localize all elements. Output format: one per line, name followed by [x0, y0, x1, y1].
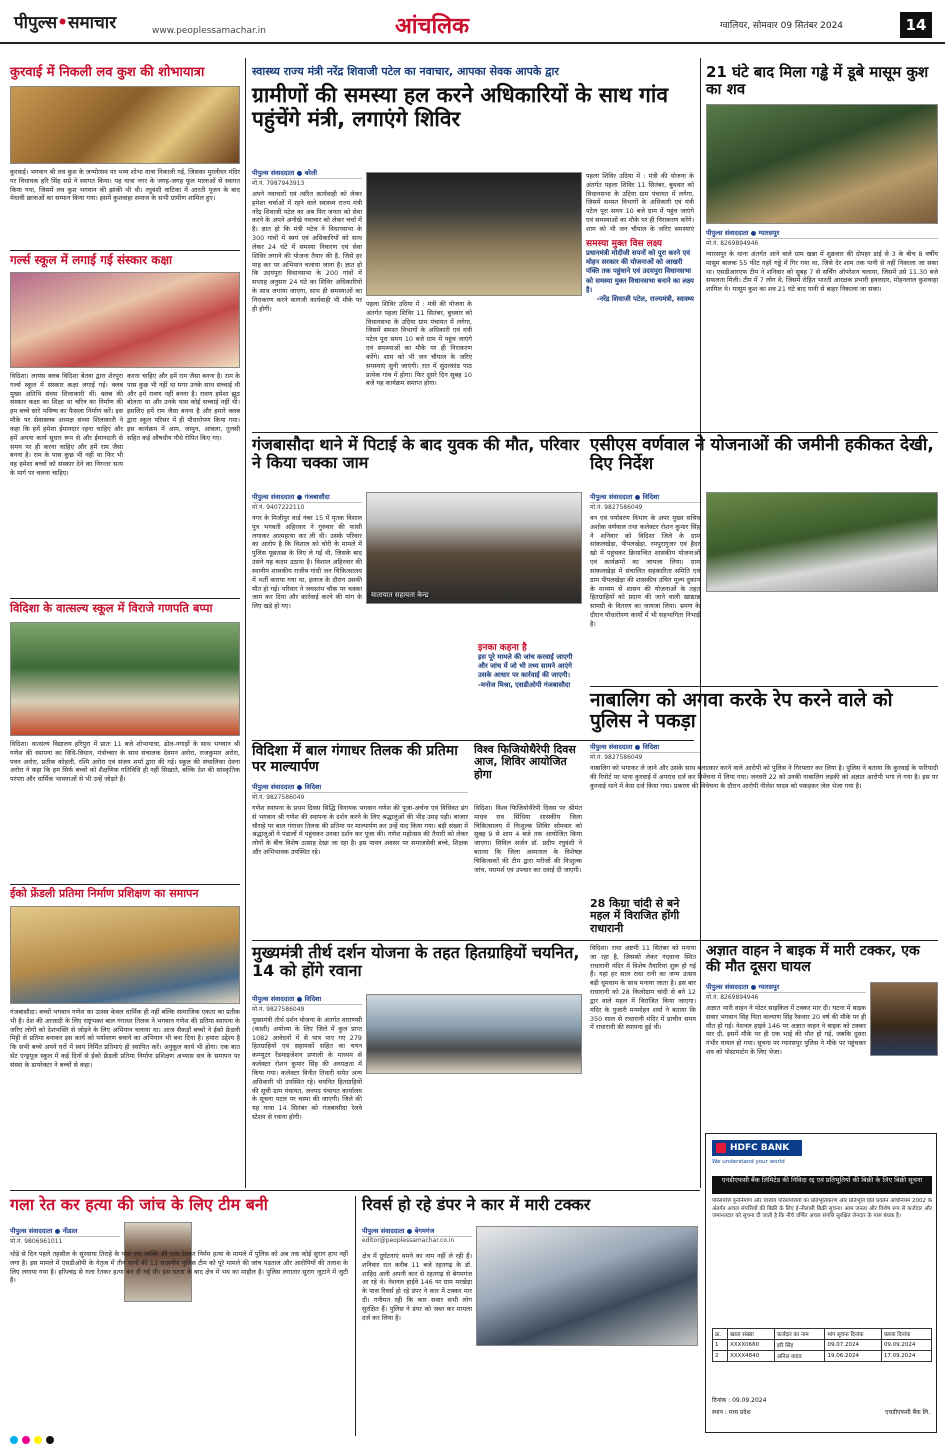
website-url: www.peoplessamachar.in [152, 26, 266, 36]
ad-title: एनडीएफसी बैंक लिमिटेड की निविदा रद्द एवं प्रतिभूतियों की बिक्री के लिए बिक्री सूचना [712, 1176, 932, 1194]
byline-block [10, 1226, 120, 1245]
print-mark-black [46, 1436, 54, 1444]
body-text: विदिशा। वात्सल्य विद्यालय हरिपुरा में प्रातः 11 बजे शोभायात्रा, ढोल-नगाड़ों के साथ भगवान श्री गणेश की स्थापना का विधि-विधान, मंत्रोच्चार के साथ संचालक देवमन अरोरा, राजकुमार अरोरा, पवन अरोरा, प्रतीक कोहली, रश्मि अरोरा एवं संजय शर्मा द्वारा की गई। स्कूल की संचालिका देवना अरोरा ने कहा कि हम सिर्फ बच्चों को शैक्षणिक गतिविधि ही नहीं सिखाते, बल्कि देश की सांस्कृतिक परंपरा और धार्मिक भावनाओं से भी उन्हें जोड़ते हैं। [10, 740, 240, 784]
headline: गला रेत कर हत्या की जांच के लिए टीम बनी [10, 1195, 268, 1214]
divider [586, 432, 938, 433]
print-mark-yellow [34, 1436, 42, 1444]
body-text: वन एवं पर्यावरण विभाग के अपर मुख्य सचिव अशोक वर्णवाल तथा कलेक्टर रोशन कुमार सिंह ने शनिवार को विदिशा जिले के ग्राम सांकलखेड़ा, पीपलखेड़ा, रमपुरागुजर एवं हैदर खो में पहुंचकर क्रियान्वित शासकीय योजनाओं एवं कार्यक्रमों का जायजा लिया। ग्राम सांकलखेड़ा में संचालित सहकारिता समिति एवं ग्राम पीपलखेड़ा की शासकीय उचित मूल्य दुकान के माध्यम से शासन की योजनाओं के तहत हितग्राहियों को प्रदाय की जाने वाली खाद्यान्न सामग्री के वितरण का जायजा लिया। भ्रमण के दौरान पौधारोपण कार्यों में भी सहभागिता निभाई है। [590, 514, 700, 628]
body-text: थोड़े से दिन पहले तहसील के सुरवाया तिराहे के पास एक व्यक्ति की गला रेतकर निर्मम हत्या के मामले में पुलिस को अब तक कोई सुराग हाथ नहीं लगा है। इस मामले में एसडीओपी के नेतृत्व में तीन थानों की 13 सदस्यीय पुलिस टीम को पूरे मामले की जांच पड़ताल और आरोपियों की तलाश के लिए लगाया गया है। हरिश्चंद्र से गला रेतकर हत्या कर दी गई थी। इस घटना के बाद क्षेत्र में भय का माहौल है। पुलिस लगातार सुराग जुटाने में जुटी है। [10, 1250, 348, 1285]
table-cell: 1 [713, 1340, 728, 1351]
byline: पीपुल्स संवाददाता ● विदिशा [252, 782, 468, 793]
column-rule [355, 1196, 356, 1436]
photo-inspection [706, 492, 938, 592]
ad-tagline: We understand your world [712, 1159, 785, 1165]
body-text: ग्यारसपुर के थाना अंतर्गत आने वाले ग्राम खन्ना में शुक्रवार की दोपहर डाई से 3 के बीच 8 वर्षीय मासूम बालक 55 फीट गहरे गड्ढे में गिर गया था, जिसे देर शाम तक पानी से नहीं निकाला जा सका था। एसडीआरएफ टीम ने शनिवार को सुबह 7 से सर्चिंग ऑपरेशन चलाया, जिसमें उसे 11.30 बजे सफलता मिली। टीम में 7 लोग थे, जिसमें रोहित भारती आरक्षक प्रभारी हवलदार, मोहनलाल कुशवाहा शामिल थे। मासूम कुश का शव 21 घंटे बाद पानी से बाहर निकाला जा सका। [706, 250, 938, 294]
story-kurwai [10, 66, 240, 81]
headline: विदिशा के वात्सल्य स्कूल में विराजे गणपति बप्पा [10, 601, 213, 615]
headline: गर्ल्स स्कूल में लगाई गई संस्कार कक्षा [10, 253, 173, 267]
body-text-3: पहला शिविर उदिया में : मंत्री की योजना के अंतर्गत पहला शिविर 11 सितंबर, बुधवार को विधानसभा के उदिया ग्राम पंचायत में लगेगा, जिसमें समस्त विभागों के अधिकारी एवं मंत्री पटेल पूरा समय 10 बजे ग्राम में पहुंच जाएंगे एवं समस्याओं का मौके पर ही निराकरण करेंगे। शाम को भी जन चौपाल के जरिए समस्याएं [586, 172, 694, 232]
ad-date: दिनांक : 09.09.2024 [712, 1397, 767, 1404]
print-mark-cyan [10, 1436, 18, 1444]
photo-caption: यातायात सहायता केन्द्र [371, 591, 429, 599]
byline-block [706, 228, 938, 247]
table-cell: 2 [713, 1351, 728, 1362]
divider [10, 598, 240, 599]
photo-procession [10, 622, 240, 736]
table-cell: XXXX0660 [728, 1340, 775, 1351]
byline: पीपुल्स संवाददाता ● बरेली [252, 168, 362, 179]
table-cell: अनिल यादव [774, 1351, 825, 1362]
byline-block [362, 1226, 472, 1244]
table-cell: XXXX4840 [728, 1351, 775, 1362]
print-mark-magenta [22, 1436, 30, 1444]
body-text: क्षेत्र में दुर्घटनाएं थमने का नाम नहीं ले रही हैं। शनिवार रात करीब 11 बजे रहतगढ़ के डॉ. शाहिद अली अपनी कार से रहतगढ़ से बेगमगंज आ रहे थे। नेशनल हाईवे 146 पर ग्राम मरखेड़ा के पास रिवर्स हो रहे डंपर ने कार में टक्कर मार दी। गनीमत रही कि कार सवार सभी लोग सुरक्षित हैं। पुलिस ने डंपर को जब्त कर मामला दर्ज कर लिया है। [362, 1252, 472, 1322]
page-number: 14 [900, 12, 932, 38]
table-cell: 09.09.2024 [881, 1340, 931, 1351]
byline: पीपुल्स संवाददाता ● ग्यारसपुर [706, 228, 938, 239]
lead-headline: ग्रामीणों की समस्या हल करने अधिकारियों के साथ गांव पहुंचेंगे मंत्री, लगाएंगे शिविर [252, 83, 668, 131]
headline: एसीएस वर्णवाल ने योजनाओं की जमीनी हकीकत देखी, दिए निर्देश [590, 435, 934, 475]
table-cell: 19.06.2024 [825, 1351, 881, 1362]
byline-block [590, 742, 700, 761]
table-cell: 09.07.2024 [825, 1340, 881, 1351]
headline: ईको फ्रेंडली प्रतिमा निर्माण प्रशिक्षण का समापन [10, 887, 199, 900]
quote-heading: समस्या मुक्त विस लक्ष्य [586, 239, 663, 249]
table-header: मांग सूचना दिनांक [825, 1329, 881, 1340]
byline-block [252, 782, 468, 801]
byline: पीपुल्स संवाददाता ● गंजबासौदा [252, 492, 362, 503]
mobile: मो.नं. 9827586049 [252, 794, 305, 801]
newspaper-logo: पीपुल्स•समाचार [14, 13, 117, 33]
body-text: अपने नवाचारों एवं त्वरित कार्यवाही को लेकर हमेशा चर्चाओं में रहने वाले स्वास्थ्य राज्य मंत्री नरेंद्र शिवाजी पटेल का अब फिर जनता को सेवा करने के अपने अनोखे नवाचार को लेकर चर्चा में है। ज्ञात हो कि मंत्री पटेल ने विधानसभा के 300 गांवों में स्वयं एवं अधिकारियों को साथ लेकर 24 घंटे में समस्या निवारण एवं सेवा शिविर लगाने की योजना तैयार की है, जिसे हर माह कर पर अभियान चलाया जाना है। ज्ञात हो कि उदयपुरा विधानसभा के 200 गांवों में सप्ताह अनुसार 24 घंटे का शिविर अधिकारियों के साथ लगाया जाएगा, साथ ही समस्याओं का निराकरण करने कागजी कार्यवाही भी मौके पर ही होगी। [252, 190, 362, 313]
quote-by: -मनोज मिश्रा, एसडीओपी गंजबासौदा [478, 680, 571, 689]
masthead [0, 0, 945, 44]
ad-signatory: एचडीएफसी बैंक लि. [885, 1409, 930, 1416]
body-text: गंजबासौदा। बच्चों भगवान गणेश का उत्सव केवल धार्मिक ही नहीं बल्कि सामाजिक एकता का प्रतीक भी है। देश की आजादी के लिए राष्ट्रभक्त बाल गंगाधर तिलक ने भगवान गणेश की प्रतिमा स्थापना के जरिए लोगों को देशभक्ति से जोड़ने के लिए अभियान चलाया था। आज सैकड़ों बच्चों ने ईको फ्रेंडली मिट्टी से प्रतिमा बनाकर इस कार्य को पर्यावरण बचाने का अभियान भी बना दिया है। हमारा उद्देश्य है कि सभी बच्चे अपने घरों में स्वयं निर्मित प्रतिमाएं ही स्थापित करें। अनुकूल कार्य भी होगा। एक बात सेंट एन्ड्रयूज स्कूल में कई दिनों से ईको फ्रेंडली प्रतिमा निर्माण प्रशिक्षण अभ्यास सत्र के समापन पर संस्था के डायरेक्टर ने बच्चों से कहा। [10, 1008, 240, 1069]
quote-by: -नरेंद्र शिवाजी पटेल, राज्यमंत्री, स्वास्थ्य [596, 294, 694, 303]
email: editor@peoplessamachar.co.in [362, 1237, 455, 1244]
byline: पीपुल्स संवाददाता ● विदिशा [590, 742, 700, 753]
mobile: मो.नं. 8269894946 [706, 240, 759, 247]
body-text: नगर के मिजीपुर वार्ड नंबर 15 में मृतक विशाल पुत्र भगवती अहिरवार ने गुरुवार की फांसी लगाकर आत्महत्या कर ली थी। उसके परिवार का आरोप है कि विशाल को चोरी के मामले में पुलिस पूछताछ के लिए ले गई थी, जिसके बाद उसने यह कदम उठाया है। विशाल अहिरवार की स्थानीय शासकीय राजीव गांधी जन चिकित्सालय में भर्ती कराया गया था, इलाज के दौरान उसकी मौत हो गई। परिवार ने जयस्तंभ चौक पर चक्का जाम कर दिया और कार्रवाई करने की मांग के लिए खड़े हो गए। [252, 514, 362, 611]
divider [10, 1190, 700, 1191]
story-ganpati [10, 602, 240, 615]
hdfc-logo: HDFC BANK [712, 1140, 802, 1156]
headline: 28 किग्रा चांदी से बने महल में विराजित होंगी राधारानी [590, 897, 680, 935]
divider [590, 686, 938, 687]
divider [10, 884, 240, 885]
table-header: कर्जदार का नाम [774, 1329, 825, 1340]
photo-damaged-car [476, 1226, 698, 1346]
divider [10, 250, 240, 251]
headline: विदिशा में बाल गंगाधर तिलक की प्रतिमा पर माल्यार्पण [252, 743, 458, 775]
headline: कुरवाई में निकली लव कुश की शोभायात्रा [10, 65, 205, 80]
table-header: क्र. [713, 1329, 728, 1340]
body-text: गणेश स्थापना के प्रथम दिवस सिद्धि विनायक भगवान गणेश की पूजा-अर्चना एवं विधिवत ढंग से भगवान श्री गणेश की स्थापना के दर्शन करने के लिए श्रद्धालुओं की भीड़ उमड़ पड़ी। बाजार चौराहे पर बाल गंगाधर तिलक की प्रतिमा पर माल्यार्पण कर उन्हें याद किया गया। बड़ी संख्या में श्रद्धालुओं ने पंडालों में पहुंचकर उनका दर्शन कर पूजा की। गणेश महोत्सव की तैयारी को लेकर लोगों के बीच विशेष उत्साह देखा जा रहा है। इस पावन अवसर पर समाजसेवी बच्चे, शिक्षक और अभिभावक उपस्थित रहे। [252, 804, 468, 857]
mobile: मो.नं. 9407222110 [252, 504, 305, 511]
photo-victim [870, 982, 938, 1056]
mobile: मो.नं. 7987943913 [252, 180, 305, 187]
headline: 21 घंटे बाद मिला गड्ढे में डूबे मासूम कुश का शव [706, 63, 929, 98]
body-text-2: करना चाहिए और हमें राम जैसा बनना है। राम के पास कुछ भी नहीं था मगर उनके साथ सच्चाई थी और हमें रावण नहीं बनना है। रावण हमेशा झूठ बोलता था और उनके पास कोई सच्चाई नहीं थी। इसलिए हमें राम जैसा बनना है और हमारे क्लब द्वारा स्कूल परिसर में ही पौधारोपण किया गया। इस कार्यक्रम में आम, जामुन, आंवला, तुलसी सहित कई औषधीय पौधे रोपित किए गए। [127, 372, 240, 442]
headline: मुख्यमंत्री तीर्थ दर्शन योजना के तहत हितग्राहियों चयनित, 14 को होंगे रवाना [252, 943, 580, 980]
mobile: मो.नं. 9827586049 [590, 504, 643, 511]
body-text: विदिशा। विश्व फिजियोथैरेपी दिवस पर श्रीमंत माधव राव सिंधिया शासकीय जिला चिकित्सालय में निःशुल्क शिविर सोमवार को सुबह 9 से शाम 4 बजे तक आयोजित किया जाएगा। सिविल सर्जन डॉ. प्रदीप रघुवंशी ने बताया कि जिला अस्पताल के विशेषज्ञ चिकित्सकों की टीम द्वारा मरीजों की निःशुल्क जांच, परामर्श एवं उपचार कर दवाई दी जाएगी। [474, 804, 582, 874]
photo-meeting-hall [366, 994, 582, 1074]
byline-block [252, 168, 362, 187]
mobile: मो.नं. 8269894946 [706, 994, 759, 1001]
table-header-row [713, 1329, 932, 1340]
column-rule [700, 58, 701, 1188]
quote-box [586, 236, 694, 304]
ad-table [712, 1328, 932, 1362]
photo-meeting [366, 172, 582, 296]
byline: पीपुल्स संवाददाता ● विदिशा [590, 492, 700, 503]
quote-box [478, 640, 582, 690]
mobile: मो.नं. 9827586049 [252, 1006, 305, 1013]
kicker: स्वास्थ्य राज्य मंत्री नरेंद्र शिवाजी पटेल का नवाचार, आपका सेवक आपके द्वार [252, 65, 559, 78]
photo-class [10, 272, 240, 368]
byline: पीपुल्स संवाददाता ● ग्यारसपुर [706, 982, 866, 993]
photo-rescue [706, 104, 938, 224]
photo-idols [10, 906, 240, 1004]
body-text: नाबालिग को भगाकर ले जाने और उसके साथ बलात्कार करने वाले आरोपी को पुलिस ने गिरफ्तार कर लिया है। पुलिस ने बताया कि कुरवाई के फरियादी की रिपोर्ट पर थाना कुरवाई में अपराध दर्ज कर विवेचना में लिया गया। जनवरी 22 को उनकी नाबालिग लड़की को अज्ञात आरोपी भगा ले गया है। इस पर कुरवाई थाने में केस दर्ज किया गया। प्रकरण की विवेचना के दौरान आरोपी नीलेश यादव को पकड़कर जेल भेजा गया है। [590, 764, 938, 790]
column-rule [245, 58, 246, 1188]
photo-shobhayatra [10, 86, 240, 164]
section-title: आंचलिक [395, 14, 469, 39]
body-text: कुरवाई। भगवान श्री लव कुश के जन्मोत्सव पर भव्य शोभा यात्रा निकाली गई, जिसका मुरलीधर मंदिर पर विधायक हरि सिंह सप्रे ने स्वागत किया। यह यात्रा नगर के जगह-जगह फूल मालाओं से स्वागत किया गया, जिसमें लव कुश भगवान की झांकी भी थी। रघुवंशी वाटिका में आरती पूजन के बाद मेधावी छात्राओं का सम्मान किया गया। इसमें कुशवाहा समाज के सभी ग्रामीण शामिल हुए। [10, 168, 240, 203]
quote-heading: इनका कहना है [478, 643, 527, 653]
headline: गंजबासौदा थाने में पिटाई के बाद युवक की मौत, परिवार ने किया चक्का जाम [252, 435, 580, 472]
headline: रिवर्स हो रहे डंपर ने कार में मारी टक्कर [362, 1195, 591, 1214]
byline-block [590, 492, 700, 511]
byline: पीपुल्स संवाददाता ● विदिशा [252, 994, 362, 1005]
table-cell: हरि सिंह [774, 1340, 825, 1351]
table-cell: 17.09.2024 [881, 1351, 931, 1362]
body-text: मुख्यमंत्री तीर्थ दर्शन योजना के अंतर्गत वाराणसी (काशी) अयोध्या के लिए जिले में कुल प्राप्त 1082 आवेदनों में से पात्र पाए गए 279 हितग्राहियों एवं सहायकों सहित का चयन कम्प्यूटर रेंडमाइजेशन प्रणाली के माध्यम से कलेक्टर रोशन कुमार सिंह की अध्यक्षता में किया गया। कलेक्टर विनीत तिवारी समेत अन्य अधिकारी भी उपस्थित रहे। चयनित हितग्राहियों की सूची ग्राम पंचायत, जनपद पंचायत कार्यालय के सूचना पटल पर चस्पा की जाएगी। जिले की यह यात्रा 14 सितंबर को गंजबासौदा रेलवे स्टेशन से रवाना होगी। [252, 1016, 362, 1122]
quote-text: प्रधानमंत्री मोदीजी सपनों को पूरा करने एवं मोहन सरकार की योजनाओं को आखरी पंक्ति तक पहुंचाने एवं उदयपुरा विधानसभा को समस्या मुक्त विधानसभा बनाने का लक्ष्य है। [586, 249, 694, 294]
headline: विश्व फिजियोथैरेपी दिवस आज, शिविर आयोजित होगा [474, 743, 576, 781]
byline: पीपुल्स संवाददाता ● नीडाल [10, 1226, 120, 1237]
body-text: विदिशा। राधा अष्टमी 11 सितंबर को मनाया जा रहा है, जिसको लेकर नंदवाना स्थित राधारानी मंदिर में विशेष तैयारियां शुरू हो गई हैं। यहां हर साल राधा रानी का जन्म उत्सव बड़ी धूमधाम के साथ मनाया जाता है। इस बार राधारानी को 28 किलोग्राम चांदी से बने 12 द्वार वाले महल में विराजित किया जाएगा। मंदिर के पुजारी मनमोहन शर्मा ने बताया कि 350 साल से राधारानी मंदिर में प्राचीन समय में राधारानी की स्थापना हुई थी। [590, 944, 696, 1032]
quote-text: इस पूरे मामले की जांच करवाई जाएगी और जांच में जो भी तथ्य सामने आएंगे उसके आधार पर कार्रवाई की जाएगी। [478, 653, 573, 680]
dateline: ग्वालियर, सोमवार 09 सितंबर 2024 [720, 21, 844, 31]
divider [252, 940, 938, 941]
headline: नाबालिग को अगवा करके रेप करने वाले को पुलिस ने पकड़ा [590, 689, 893, 733]
table-row [713, 1340, 932, 1351]
story-girls-school [10, 254, 240, 267]
ad-place: स्थान : मध्य प्रदेश [712, 1409, 751, 1416]
divider [252, 740, 694, 741]
hdfc-advertisement [705, 1133, 937, 1433]
story-eco-friendly [10, 888, 240, 900]
table-header: कब्जा दिनांक [881, 1329, 931, 1340]
mobile: मो.नं. 9827586049 [590, 754, 643, 761]
body-text: विदिशा। लायंस क्लब विदिशा बेतवा द्वारा शेरपुरा गर्ल्स स्कूल में संस्कार कक्षा लगाई गई। क्लब मुख्य अतिथि संध्या शिलाकारी थीं। क्लब की संस्कार कक्षा का शिक्षा था चरित्र का निर्माण की हम बच्चे सारे भविष्य का फैसला निर्माण करें। इस मौके पर सेवाक्लब अध्यक्ष संध्या शिलाकारी ने कहा कि हमें हमेशा ईमानदार रहना चाहिए और हमें अपना कार्य सुधार रूप से और ईमानदारी से समय पर ही करना चाहिए और हमें राम जैसा बनना है। राम के पास कुछ भी नहीं था फिर भी वह हमेशा बच्चों को संस्कार देने का निरन्तर सत्य के मार्ग पर चलना चाहिए। [10, 372, 123, 478]
table-header: खाता संख्या [728, 1329, 775, 1340]
byline: पीपुल्स संवाददाता ● बेगमगंज [362, 1226, 472, 1237]
byline-block [706, 982, 866, 1001]
byline-block [252, 492, 362, 511]
body-text: अज्ञात भारी वाहन ने मोटर साइकिल में टक्कर मार दी। घटना में बाइक सवार भगवान सिंह पिता कल्याण सिंह रैकवार 20 वर्ष की मौके पर ही मौत हो गई। नेशनल हाइवे 146 पर अज्ञात वाहन ने बाइक को टक्कर मार दी, इसमें मौके पर ही एक भाई की मौत हो गई, जबकि दूसरा गंभीर घायल हो गया। सूचना पर ग्यारसपुर पुलिस ने मौके पर पहुंचकर शव को पोस्टमार्टम के लिए भेजा। [706, 1004, 866, 1057]
ad-body: परिसंपत्ति पुनर्निर्माण और वित्तीय परिसंपत्तियों का प्रतिभूतिकरण और प्रतिभूति हित प्रवर्तन अधिनियम 2002 के अंतर्गत अचल संपत्तियों की बिक्री के लिए ई-नीलामी बिक्री सूचना। आम जनता और विशेष रूप से कर्जदार और जमानतदार को सूचना दी जाती है कि नीचे वर्णित अचल संपत्ति सुरक्षित लेनदार के पास बंधक है। [712, 1198, 932, 1220]
byline-block [252, 994, 362, 1013]
table-row [713, 1351, 932, 1362]
body-text-2: पहला शिविर उदिया में : मंत्री की योजना के अंतर्गत पहला शिविर 11 सितंबर, बुधवार को विधानसभा के उदिया ग्राम पंचायत में लगेगा, जिसमें समस्त विभागों के अधिकारी एवं मंत्री पटेल पूरा समय 10 बजे ग्राम में पहुंच जाएंगे एवं समस्याओं का मौके पर ही निराकरण करेंगे। शाम को भी जन चौपाल के जरिए समस्याएं सुनी जाएंगी। रात में सुंदरकांड पाठ प्रत्येक गांव में होगा। फिर दूसरे दिन सुबह 10 बजे यह कार्यक्रम समाप्त होगा। [366, 300, 472, 388]
photo-chakka-jam [366, 492, 582, 604]
headline: अज्ञात वाहन ने बाइक में मारी टक्कर, एक की मौत दूसरा घायल [706, 943, 920, 975]
mobile: मो.नं. 9806961011 [10, 1238, 63, 1245]
